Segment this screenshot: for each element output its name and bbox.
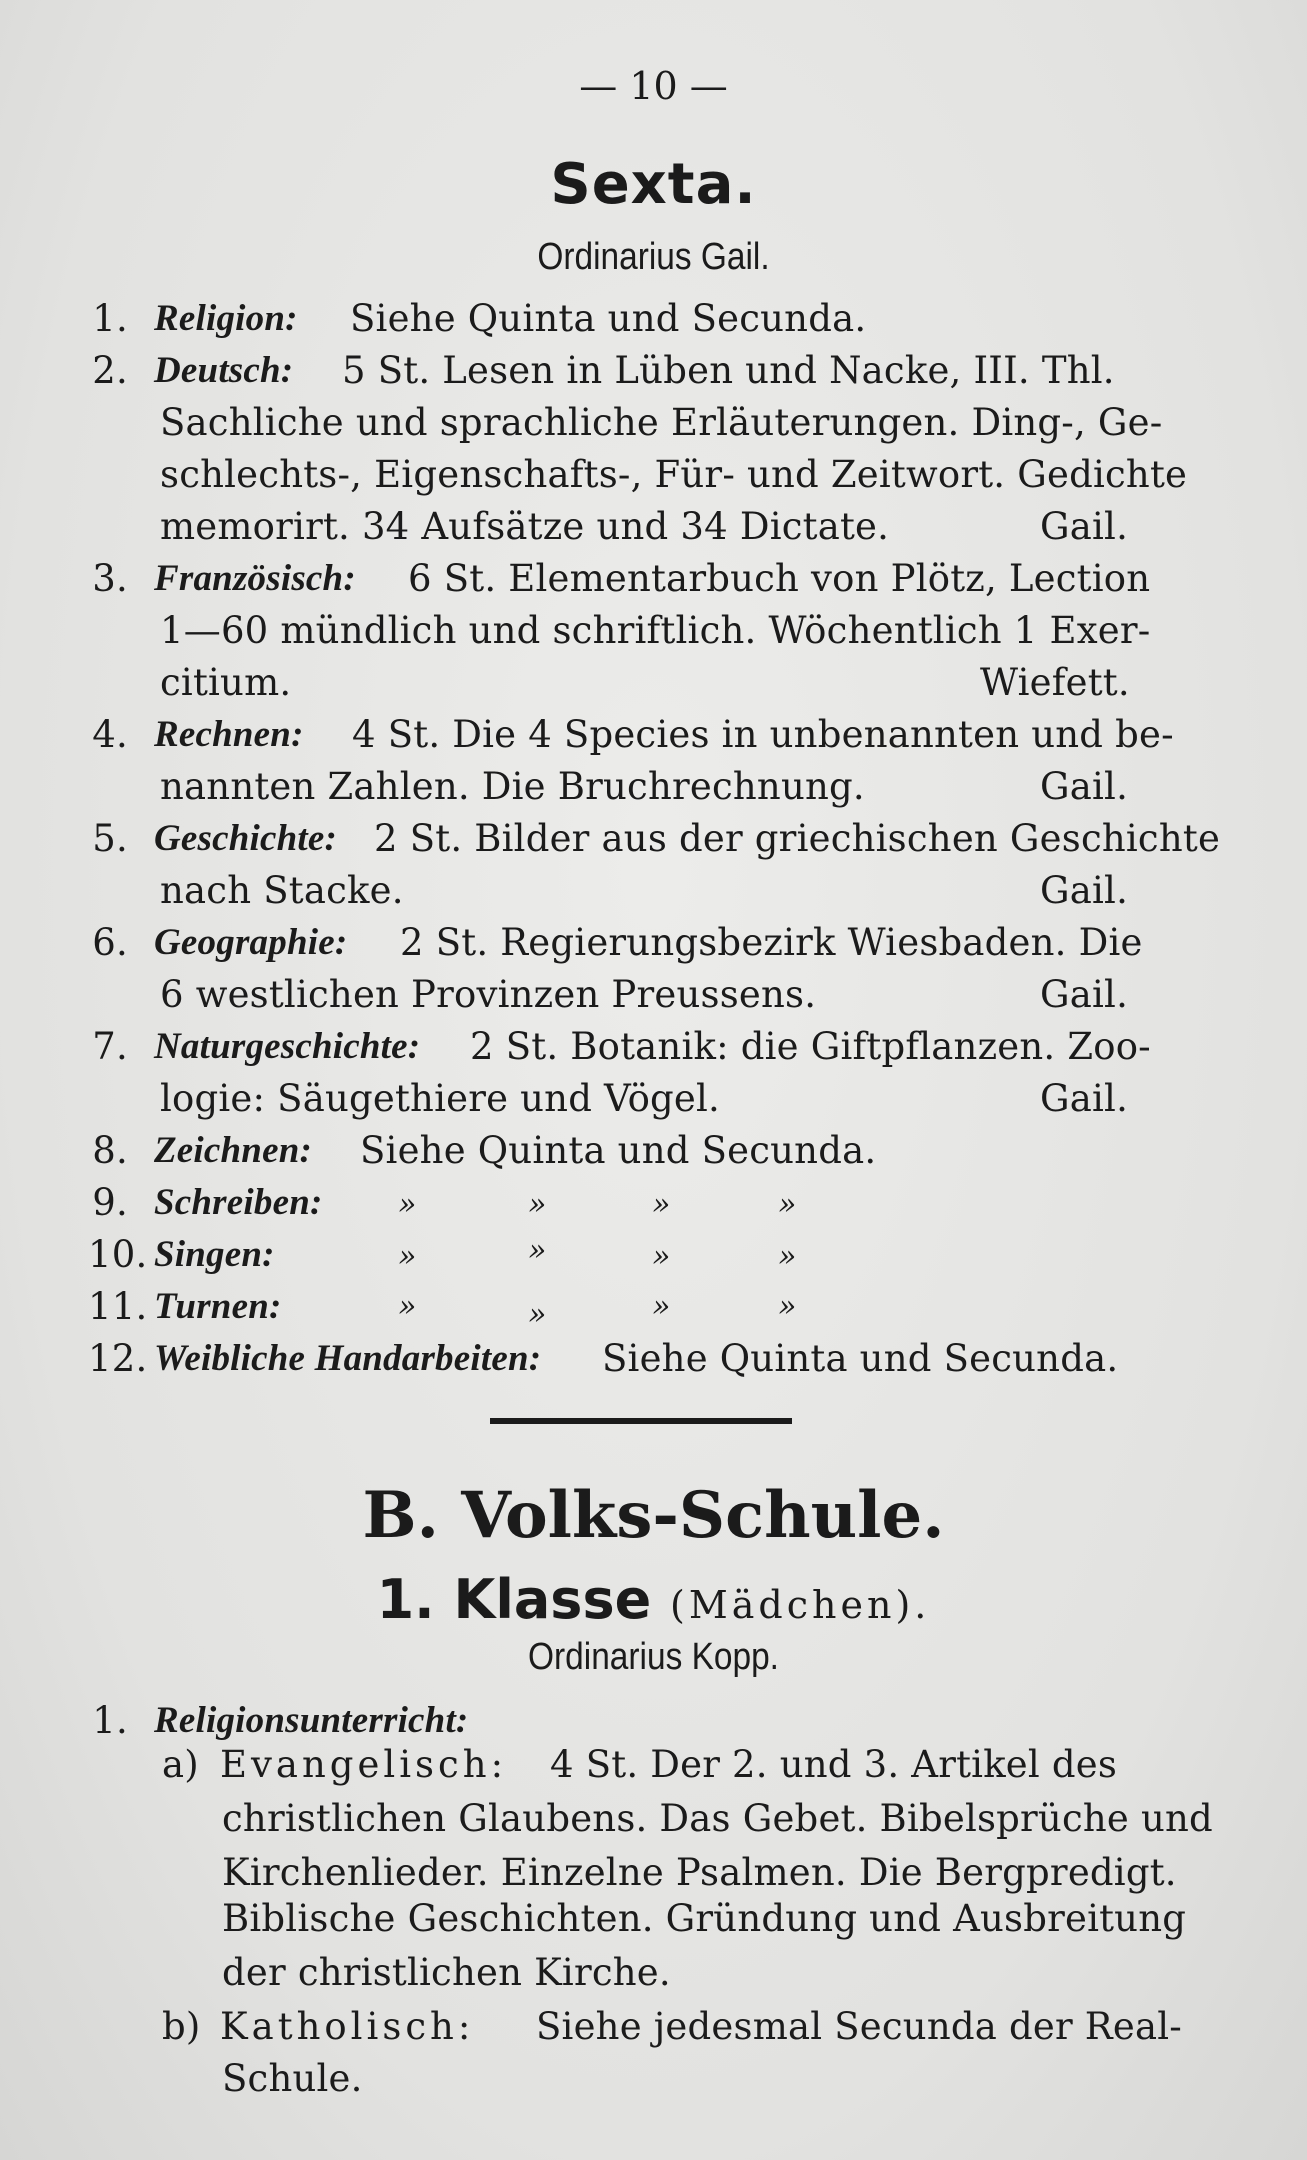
ditto-mark: » — [778, 1187, 797, 1222]
section-title-sexta: Sexta. — [550, 152, 757, 217]
sub-item-label: b) — [162, 2005, 201, 2048]
item-text: 2 St. Regierungsbezirk Wiesbaden. Die — [400, 921, 1143, 964]
item-text: 6 St. Elementarbuch von Plötz, Lection — [408, 557, 1151, 600]
item-text: 5 St. Lesen in Lüben und Nacke, III. Thl. — [342, 349, 1115, 392]
ditto-mark: » — [778, 1239, 797, 1274]
section-title-volksschule: B. Volks-Schule. — [362, 1478, 945, 1553]
klasse-number: 1. — [376, 1568, 435, 1631]
item-text: Siehe Quinta und Secunda. — [360, 1129, 877, 1172]
item-number: 10. — [88, 1233, 148, 1276]
subject-label: Französisch: — [154, 558, 356, 599]
item-number: 5. — [92, 817, 128, 860]
subject-label: Schreiben: — [154, 1182, 323, 1223]
item-text: 1—60 mündlich und schriftlich. Wöchentlich 1 Exer- — [160, 609, 1151, 652]
item-number: 1. — [92, 297, 128, 340]
item-text: nach Stacke. — [160, 869, 404, 912]
ditto-mark: » — [652, 1187, 671, 1222]
item-text: der christlichen Kirche. — [222, 1951, 671, 1994]
ditto-mark: » — [778, 1289, 797, 1324]
item-text: logie: Säugethiere und Vögel. — [160, 1077, 721, 1120]
teacher-name: Gail. — [1040, 765, 1129, 808]
item-text: Sachliche und sprachliche Erläuterungen. Ding-, Ge- — [160, 401, 1163, 444]
ditto-mark: » — [398, 1187, 417, 1222]
item-text: christlichen Glaubens. Das Gebet. Bibelsprüche und — [222, 1797, 1213, 1840]
item-text: schlechts-, Eigenschafts-, Für- und Zeitwort. Gedichte — [160, 453, 1188, 496]
subject-label: Religion: — [154, 298, 298, 339]
item-number: 11. — [88, 1285, 148, 1328]
ditto-mark: » — [652, 1289, 671, 1324]
item-text: 6 westlichen Provinzen Preussens. — [160, 973, 817, 1016]
klasse-heading — [0, 1568, 1307, 1631]
subject-label: Naturgeschichte: — [154, 1026, 421, 1067]
sub-item-heading: Evangelisch: — [220, 1743, 508, 1786]
teacher-name: Gail. — [1040, 869, 1129, 912]
item-text: 2 St. Bilder aus der griechischen Geschichte — [374, 817, 1221, 860]
item-number: 12. — [88, 1337, 148, 1380]
subject-label: Geschichte: — [154, 818, 338, 859]
ditto-mark: » — [528, 1233, 547, 1268]
ditto-mark: » — [398, 1289, 417, 1324]
item-text: 4 St. Die 4 Species in unbenannten und be- — [352, 713, 1174, 756]
item-text: nannten Zahlen. Die Bruchrechnung. — [160, 765, 865, 808]
sub-item-label: a) — [162, 1743, 199, 1786]
item-number: 6. — [92, 921, 128, 964]
item-number: 2. — [92, 349, 128, 392]
subject-label: Deutsch: — [154, 350, 294, 391]
item-text: 4 St. Der 2. und 3. Artikel des — [550, 1743, 1118, 1786]
subject-label: Religionsunterricht: — [154, 1700, 469, 1741]
item-text: Siehe Quinta und Secunda. — [602, 1337, 1119, 1380]
teacher-name: Gail. — [1040, 505, 1129, 548]
item-text: memorirt. 34 Aufsätze und 34 Dictate. — [160, 505, 890, 548]
item-text: Siehe Quinta und Secunda. — [350, 297, 867, 340]
ditto-mark: » — [652, 1239, 671, 1274]
subject-label: Singen: — [154, 1234, 275, 1275]
teacher-name: Gail. — [1040, 1077, 1129, 1120]
item-number: 7. — [92, 1025, 128, 1068]
ordinarius-gail: Ordinarius Gail. — [537, 236, 770, 278]
subject-label: Rechnen: — [154, 714, 304, 755]
item-number: 9. — [92, 1181, 128, 1224]
subject-label: Turnen: — [154, 1286, 282, 1327]
sub-item-heading: Katholisch: — [220, 2005, 475, 2048]
klasse-word: Klasse — [453, 1568, 652, 1631]
ditto-mark: » — [398, 1239, 417, 1274]
teacher-name: Wiefett. — [980, 661, 1130, 704]
item-text: Kirchenlieder. Einzelne Psalmen. Die Bergpredigt. — [222, 1851, 1177, 1894]
item-number: 4. — [92, 713, 128, 756]
item-text: Siehe jedesmal Secunda der Real- — [536, 2005, 1182, 2048]
subject-label: Geographie: — [154, 922, 348, 963]
item-number: 3. — [92, 557, 128, 600]
ditto-mark: » — [528, 1187, 547, 1222]
item-number: 1. — [92, 1699, 128, 1742]
item-text: Biblische Geschichten. Gründung und Ausbreitung — [222, 1897, 1187, 1940]
subject-label: Zeichnen: — [154, 1130, 313, 1171]
klasse-paren: (Mädchen). — [670, 1583, 931, 1627]
item-text: citium. — [160, 661, 292, 704]
teacher-name: Gail. — [1040, 973, 1129, 1016]
item-text: Schule. — [222, 2057, 363, 2100]
item-text: 2 St. Botanik: die Giftpflanzen. Zoo- — [470, 1025, 1151, 1068]
ordinarius-kopp: Ordinarius Kopp. — [528, 1636, 779, 1678]
item-number: 8. — [92, 1129, 128, 1172]
section-divider — [490, 1418, 792, 1424]
ditto-mark: » — [528, 1297, 547, 1332]
page-number: — 10 — — [579, 64, 728, 108]
subject-label: Weibliche Handarbeiten: — [154, 1338, 542, 1379]
